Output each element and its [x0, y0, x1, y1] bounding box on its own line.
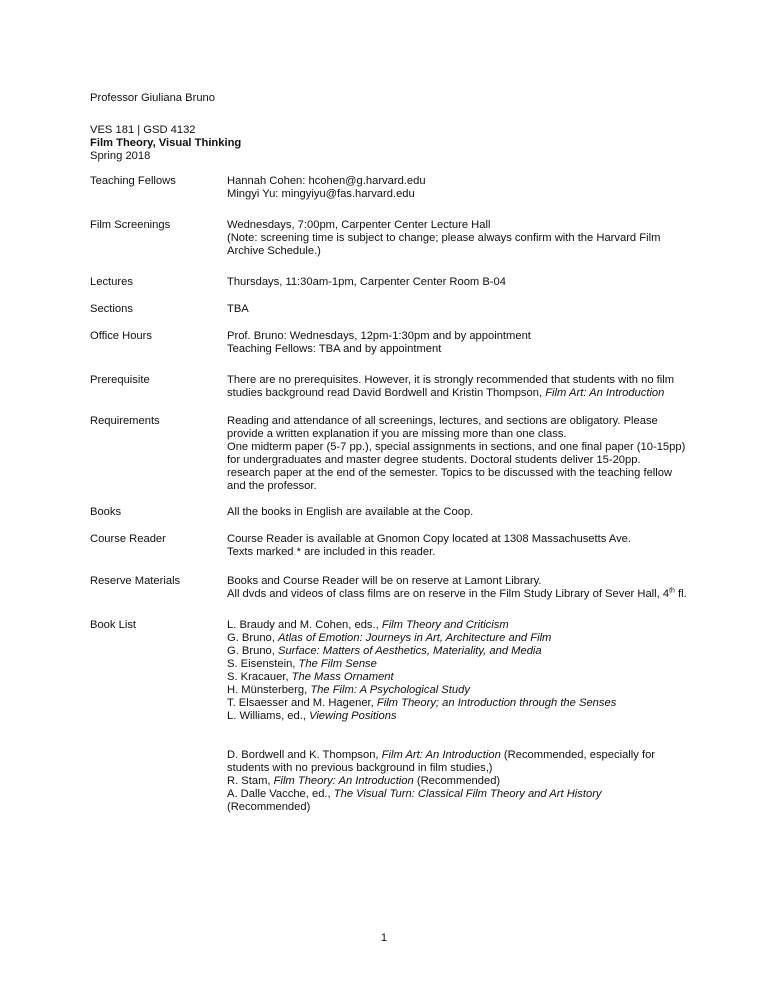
row-books: [90, 506, 690, 519]
book-item: [227, 697, 687, 710]
row-book-list: [90, 619, 690, 814]
row-value: [227, 219, 687, 258]
teaching-fellow-2: Mingyi Yu: mingyiyu@fas.harvard.edu: [227, 188, 415, 200]
book-title: Film Theory and Criticism: [381, 619, 509, 631]
course-header: [90, 124, 690, 163]
professor-name: Professor Giuliana Bruno: [90, 92, 215, 104]
book-item: [227, 749, 687, 775]
requirements-attendance: Reading and attendance of all screenings, lectures, and sections are obligatory. Please provide a written explanation if you are missing more than one class.: [227, 415, 658, 440]
book-author: R. Stam,: [227, 775, 274, 787]
requirements-papers: One midterm paper (5-7 pp.), special assignments in sections, and one final paper (10-15pp) for undergraduates and master degree students. Doctoral students deliver 15-20pp. research paper at the end of the semester. Topics to be discussed with the teaching fellow and the professor.: [227, 441, 686, 492]
row-label: Requirements: [90, 415, 160, 427]
row-label: Sections: [90, 303, 133, 315]
book-title: The Film Sense: [298, 658, 377, 670]
row-label: Lectures: [90, 276, 133, 288]
book-note: (Recommended): [413, 775, 501, 787]
row-label: Film Screenings: [90, 219, 171, 231]
row-teaching-fellows: [90, 175, 690, 201]
reserve-dvds: [227, 588, 687, 601]
screening-note: (Note: screening time is subject to change; please always confirm with the Harvard Film Archive Schedule.): [227, 232, 661, 257]
row-course-reader: [90, 533, 690, 559]
reserve-dvds-text: All dvds and videos of class films are on reserve in the Film Study Library of Sever Hall, 4: [227, 588, 670, 600]
book-note: (Recommended, especially for students with no previous background in film studies,): [227, 749, 656, 774]
book-author: D. Bordwell and K. Thompson,: [227, 749, 382, 761]
book-title: Film Theory: An Introduction: [273, 775, 414, 787]
page-number: 1: [380, 932, 388, 944]
book-item: [227, 632, 687, 645]
book-note: (Recommended): [227, 801, 311, 813]
prerequisite-book-title: Film Art: An Introduction: [545, 387, 665, 399]
prerequisite-text: [227, 374, 687, 400]
row-label: Course Reader: [90, 533, 166, 545]
row-office-hours: [90, 330, 690, 356]
prerequisite-plain: There are no prerequisites. However, it is strongly recommended that students with no film studies background read David Bordwell and Kristin Thompson,: [227, 374, 675, 399]
row-label: Reserve Materials: [90, 575, 181, 587]
row-sections: [90, 303, 690, 316]
row-reserve-materials: [90, 575, 690, 601]
book-title: Atlas of Emotion: Journeys in Art, Architecture and Film: [278, 632, 552, 644]
book-author: G. Bruno,: [227, 645, 278, 657]
course-reader-location: Course Reader is available at Gnomon Copy located at 1308 Massachusetts Ave.: [227, 533, 632, 545]
row-value: [227, 575, 687, 601]
book-list-recommended: [227, 749, 687, 814]
row-prerequisite: [90, 374, 690, 400]
book-author: H. Münsterberg,: [227, 684, 311, 696]
book-author: L. Williams, ed.,: [227, 710, 310, 722]
book-item: [227, 684, 687, 697]
book-title: The Mass Ornament: [291, 671, 394, 683]
screening-time: Wednesdays, 7:00pm, Carpenter Center Lecture Hall: [227, 219, 491, 231]
row-value: [227, 533, 687, 559]
book-author: S. Eisenstein,: [227, 658, 299, 670]
book-title: The Film: A Psychological Study: [310, 684, 470, 696]
reserve-library: Books and Course Reader will be on reserve at Lamont Library.: [227, 575, 542, 587]
book-item: [227, 788, 687, 814]
row-film-screenings: [90, 219, 690, 258]
row-value: All the books in English are available at the Coop.: [227, 506, 474, 518]
book-title: Film Theory; an Introduction through the Senses: [376, 697, 617, 709]
row-value: Thursdays, 11:30am-1pm, Carpenter Center Room B-04: [227, 276, 506, 288]
course-term: Spring 2018: [90, 150, 151, 162]
book-item: [227, 619, 687, 632]
teaching-fellow-1: Hannah Cohen: hcohen@g.harvard.edu: [227, 175, 426, 187]
office-hours-professor: Prof. Bruno: Wednesdays, 12pm-1:30pm and by appointment: [227, 330, 531, 342]
book-author: S. Kracauer,: [227, 671, 292, 683]
row-label: Prerequisite: [90, 374, 150, 386]
row-value: [227, 619, 687, 814]
row-lectures: [90, 276, 690, 289]
row-value: [227, 374, 687, 400]
book-author: A. Dalle Vacche, ed.,: [227, 788, 334, 800]
book-item: [227, 658, 687, 671]
book-author: L. Braudy and M. Cohen, eds.,: [227, 619, 382, 631]
book-title: The Visual Turn: Classical Film Theory and Art History: [333, 788, 602, 800]
row-value: [227, 175, 687, 201]
book-item: [227, 645, 687, 658]
book-title: Surface: Matters of Aesthetics, Materiality, and Media: [278, 645, 542, 657]
book-title: Viewing Positions: [309, 710, 397, 722]
row-value: [227, 415, 687, 493]
reserve-dvds-end: fl.: [674, 588, 687, 600]
book-list-required: [227, 619, 687, 723]
book-item: [227, 710, 687, 723]
book-item: [227, 671, 687, 684]
office-hours-fellows: Teaching Fellows: TBA and by appointment: [227, 343, 442, 355]
row-value: TBA: [227, 303, 249, 315]
course-code: VES 181 | GSD 4132: [90, 124, 196, 136]
course-title: Film Theory, Visual Thinking: [90, 137, 242, 149]
book-item: [227, 775, 687, 788]
book-title: Film Art: An Introduction: [381, 749, 501, 761]
row-label: Teaching Fellows: [90, 175, 176, 187]
course-reader-note: Texts marked * are included in this reader.: [227, 546, 436, 558]
syllabus-page: [90, 92, 690, 814]
row-requirements: [90, 415, 690, 493]
row-label: Office Hours: [90, 330, 152, 342]
row-label: Book List: [90, 619, 137, 631]
book-author: T. Elsaesser and M. Hagener,: [227, 697, 377, 709]
row-value: [227, 330, 687, 356]
row-label: Books: [90, 506, 122, 518]
book-author: G. Bruno,: [227, 632, 278, 644]
reserve-dvds-sup: th: [669, 587, 675, 595]
